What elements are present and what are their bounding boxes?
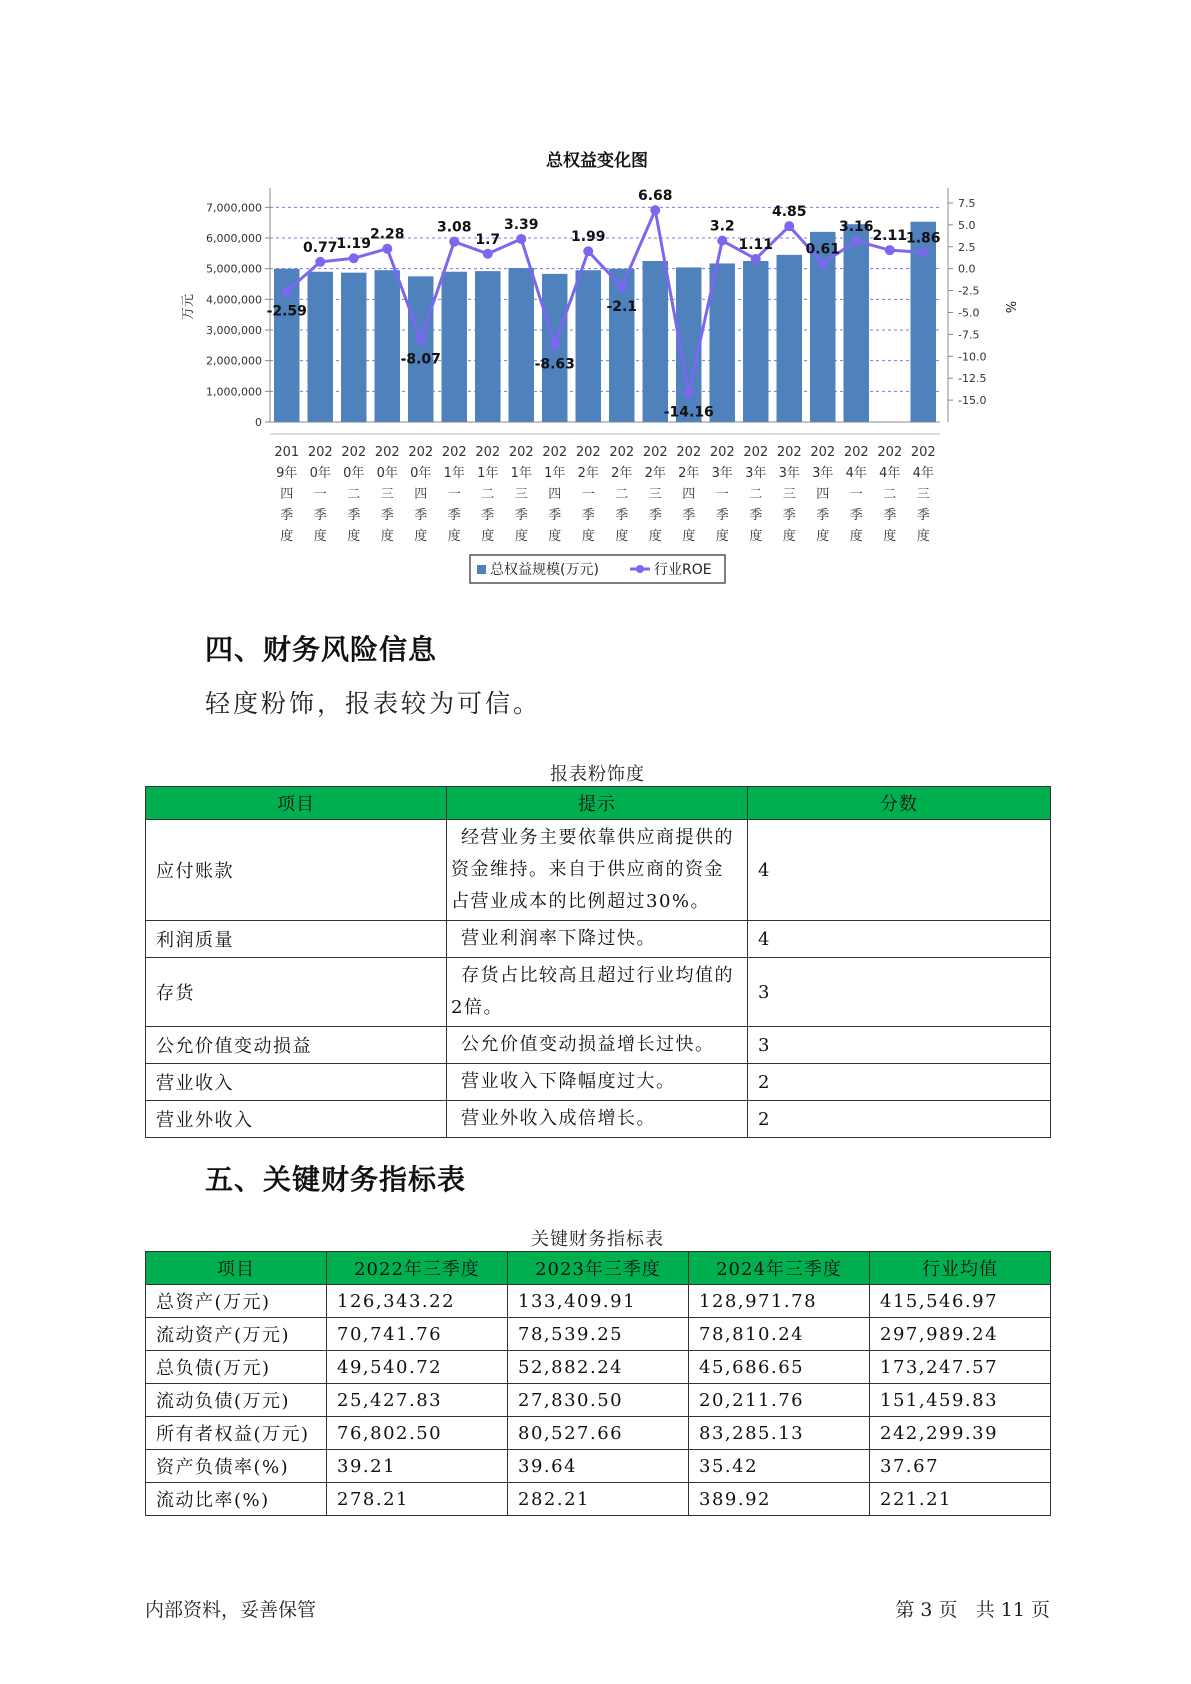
x-tick-label: 度 (615, 529, 629, 544)
bar (408, 276, 433, 422)
x-tick-label: 202 (408, 445, 434, 460)
x-tick-label: 一 (849, 487, 863, 502)
risk-score: 2 (748, 1064, 1051, 1101)
table-row (146, 820, 1051, 921)
x-tick-label: 度 (682, 529, 696, 544)
kpi-header-2022: 2022年三季度 (327, 1252, 508, 1285)
x-tick-label: 202 (843, 445, 869, 460)
x-tick-label: 三 (916, 487, 930, 502)
x-tick-label: 季 (816, 508, 830, 523)
y-tick-label: 7,000,000 (206, 201, 262, 215)
risk-hint (447, 1027, 748, 1064)
x-tick-label: 3年 (812, 466, 834, 481)
roe-data-label: 0.77 (302, 239, 338, 256)
x-tick-label: 二 (615, 487, 629, 502)
x-tick-label: 2年 (644, 466, 666, 481)
x-tick-label: 202 (542, 445, 568, 460)
bar (844, 224, 869, 422)
kpi-value: 389.92 (689, 1483, 870, 1516)
x-tick-label: 四 (548, 487, 562, 502)
x-tick-label: 一 (447, 487, 461, 502)
x-tick-label: 202 (508, 445, 534, 460)
x-tick-label: 202 (609, 445, 635, 460)
roe-data-label: -14.16 (663, 404, 714, 421)
x-tick-label: 202 (642, 445, 668, 460)
roe-point (851, 236, 861, 246)
x-tick-label: 202 (307, 445, 333, 460)
x-tick-label: 四 (816, 487, 830, 502)
y2-tick-label: -10.0 (958, 350, 987, 364)
kpi-value: 49,540.72 (327, 1351, 508, 1384)
x-tick-label: 202 (575, 445, 601, 460)
chart-title: 总权益变化图 (546, 151, 648, 171)
x-tick-label: 季 (715, 508, 729, 523)
risk-hint-text: 营业外收入成倍增长。 (461, 1108, 656, 1129)
kpi-value: 70,741.76 (327, 1318, 508, 1351)
kpi-value: 221.21 (870, 1483, 1051, 1516)
risk-table-header (146, 787, 1051, 820)
roe-point (583, 246, 593, 256)
risk-hint (447, 958, 748, 1027)
kpi-value: 133,409.91 (508, 1285, 689, 1318)
x-tick-label: 1年 (510, 466, 532, 481)
footer-total-number: 11 (1000, 1599, 1025, 1621)
roe-data-label: 3.2 (709, 218, 735, 235)
risk-hint (447, 1064, 748, 1101)
x-tick-label: 季 (916, 508, 930, 523)
risk-header-item: 项目 (146, 787, 447, 820)
x-tick-label: 度 (816, 529, 830, 544)
x-tick-label: 四 (280, 487, 294, 502)
footer-total-prefix: 共 (975, 1599, 995, 1621)
footer-pagination (895, 1595, 1050, 1622)
y2-tick-label: -12.5 (958, 372, 987, 386)
risk-hint (447, 1101, 748, 1138)
y-tick-label: 5,000,000 (206, 262, 262, 276)
x-tick-label: 3年 (711, 466, 733, 481)
kpi-item: 总资产(万元) (146, 1285, 327, 1318)
risk-summary: 轻度粉饰，报表较为可信。 (205, 689, 542, 718)
bar (576, 270, 601, 422)
risk-score: 2 (748, 1101, 1051, 1138)
y-tick-label: 4,000,000 (206, 293, 262, 307)
y2-tick-label: -15.0 (958, 394, 987, 408)
x-tick-label: 度 (883, 529, 897, 544)
x-tick-label: 9年 (276, 466, 298, 481)
roe-data-label: 1.86 (905, 230, 941, 247)
kpi-header-item: 项目 (146, 1252, 327, 1285)
risk-header-score: 分数 (748, 787, 1051, 820)
risk-hint-text: 存货占比较高且超过行业均值的2倍。 (451, 965, 734, 1018)
risk-item: 营业收入 (146, 1064, 447, 1101)
x-tick-label: 0年 (376, 466, 398, 481)
x-tick-label: 季 (749, 508, 763, 523)
risk-item: 存货 (146, 958, 447, 1027)
x-tick-label: 度 (581, 529, 595, 544)
kpi-value: 278.21 (327, 1483, 508, 1516)
bar (743, 261, 768, 422)
table-row (146, 1027, 1051, 1064)
x-tick-label: 2年 (678, 466, 700, 481)
x-tick-label: 度 (347, 529, 361, 544)
x-tick-label: 1年 (477, 466, 499, 481)
kpi-value: 52,882.24 (508, 1351, 689, 1384)
table-row (146, 1285, 1051, 1318)
kpi-value: 297,989.24 (870, 1318, 1051, 1351)
kpi-value: 25,427.83 (327, 1384, 508, 1417)
x-tick-label: 季 (514, 508, 528, 523)
roe-data-label: 0.61 (805, 241, 841, 258)
risk-hint-text: 公允价值变动损益增长过快。 (461, 1034, 715, 1055)
x-tick-label: 202 (441, 445, 467, 460)
roe-point (918, 247, 928, 257)
risk-score: 4 (748, 921, 1051, 958)
roe-point (751, 254, 761, 264)
table-row (146, 1417, 1051, 1450)
x-tick-label: 2年 (577, 466, 599, 481)
x-tick-label: 三 (380, 487, 394, 502)
risk-item: 利润质量 (146, 921, 447, 958)
kpi-header-2023: 2023年三季度 (508, 1252, 689, 1285)
x-tick-label: 202 (810, 445, 836, 460)
legend-line-marker (636, 565, 644, 573)
kpi-item: 资产负债率(%) (146, 1450, 327, 1483)
x-tick-label: 一 (715, 487, 729, 502)
risk-hint-text: 营业利润率下降过快。 (461, 928, 656, 949)
table-row (146, 1318, 1051, 1351)
y2-tick-label: 5.0 (958, 218, 976, 232)
roe-point (416, 334, 426, 344)
kpi-value: 128,971.78 (689, 1285, 870, 1318)
risk-item: 公允价值变动损益 (146, 1027, 447, 1064)
x-tick-label: 度 (481, 529, 495, 544)
x-tick-label: 季 (414, 508, 428, 523)
roe-data-label: -8.63 (534, 356, 575, 373)
roe-point (617, 282, 627, 292)
x-tick-label: 季 (313, 508, 327, 523)
x-tick-label: 1年 (443, 466, 465, 481)
kpi-header-2024: 2024年三季度 (689, 1252, 870, 1285)
table-row (146, 921, 1051, 958)
x-tick-label: 四 (414, 487, 428, 502)
x-tick-label: 度 (414, 529, 428, 544)
risk-score: 3 (748, 1027, 1051, 1064)
roe-data-label: 3.08 (436, 219, 472, 236)
bar (509, 268, 534, 422)
x-tick-label: 202 (776, 445, 802, 460)
footer-page-number: 3 (920, 1599, 933, 1621)
y2-tick-label: -2.5 (958, 284, 980, 298)
x-tick-label: 201 (274, 445, 300, 460)
footer-page-suffix: 页 (938, 1599, 958, 1621)
roe-point (449, 237, 459, 247)
x-tick-label: 三 (648, 487, 662, 502)
x-tick-label: 度 (313, 529, 327, 544)
x-tick-label: 202 (676, 445, 702, 460)
roe-point (650, 205, 660, 215)
kpi-item: 流动资产(万元) (146, 1318, 327, 1351)
x-tick-label: 度 (648, 529, 662, 544)
y-tick-label: 2,000,000 (206, 354, 262, 368)
risk-hint (447, 921, 748, 958)
y2-axis-label: % (1002, 300, 1017, 314)
x-tick-label: 一 (581, 487, 595, 502)
table-row (146, 1483, 1051, 1516)
kpi-value: 39.64 (508, 1450, 689, 1483)
roe-point (550, 339, 560, 349)
x-tick-label: 0年 (410, 466, 432, 481)
roe-data-label: 3.16 (838, 218, 874, 235)
table-row (146, 1351, 1051, 1384)
risk-hint-text: 营业收入下降幅度过大。 (461, 1071, 676, 1092)
x-tick-label: 季 (581, 508, 595, 523)
x-tick-label: 季 (447, 508, 461, 523)
x-tick-label: 0年 (309, 466, 331, 481)
risk-table-caption: 报表粉饰度 (550, 764, 645, 785)
kpi-table (145, 1251, 1051, 1516)
x-tick-label: 202 (743, 445, 769, 460)
table-row (146, 1384, 1051, 1417)
kpi-value: 78,810.24 (689, 1318, 870, 1351)
roe-data-label: 2.11 (872, 228, 908, 245)
x-tick-label: 二 (347, 487, 361, 502)
x-tick-label: 202 (475, 445, 501, 460)
risk-score: 3 (748, 958, 1051, 1027)
kpi-value: 80,527.66 (508, 1417, 689, 1450)
risk-item: 应付账款 (146, 820, 447, 921)
roe-data-label: 2.28 (369, 226, 405, 243)
x-tick-label: 4年 (912, 466, 934, 481)
x-tick-label: 度 (447, 529, 461, 544)
x-tick-label: 二 (481, 487, 495, 502)
kpi-value: 415,546.97 (870, 1285, 1051, 1318)
section5-heading: 五、关键财务指标表 (205, 1163, 467, 1196)
roe-point (885, 245, 895, 255)
kpi-header-industry: 行业均值 (870, 1252, 1051, 1285)
roe-data-label: 1.7 (475, 231, 501, 248)
roe-point (717, 236, 727, 246)
kpi-value: 282.21 (508, 1483, 689, 1516)
table-row (146, 1450, 1051, 1483)
footer-total-suffix: 页 (1030, 1599, 1050, 1621)
x-tick-label: 二 (749, 487, 763, 502)
risk-table (145, 786, 1051, 1138)
x-tick-label: 度 (548, 529, 562, 544)
roe-data-label: -2.1 (606, 299, 638, 316)
x-tick-label: 4年 (845, 466, 867, 481)
roe-point (818, 258, 828, 268)
x-tick-label: 季 (347, 508, 361, 523)
x-tick-label: 季 (280, 508, 294, 523)
roe-point (349, 253, 359, 263)
roe-point (516, 234, 526, 244)
roe-data-label: 6.68 (637, 188, 673, 205)
kpi-table-caption: 关键财务指标表 (531, 1229, 664, 1250)
x-tick-label: 季 (615, 508, 629, 523)
x-tick-label: 3年 (745, 466, 767, 481)
risk-header-hint: 提示 (447, 787, 748, 820)
kpi-item: 所有者权益(万元) (146, 1417, 327, 1450)
x-tick-label: 度 (514, 529, 528, 544)
y2-tick-label: 0.0 (958, 262, 976, 276)
equity-chart (0, 0, 1191, 600)
x-tick-label: 季 (782, 508, 796, 523)
kpi-item: 总负债(万元) (146, 1351, 327, 1384)
y-tick-label: 3,000,000 (206, 324, 262, 337)
x-tick-label: 一 (313, 487, 327, 502)
y-tick-label: 6,000,000 (206, 232, 262, 245)
kpi-value: 83,285.13 (689, 1417, 870, 1450)
kpi-value: 37.67 (870, 1450, 1051, 1483)
kpi-value: 20,211.76 (689, 1384, 870, 1417)
risk-score: 4 (748, 820, 1051, 921)
roe-data-label: 1.99 (570, 229, 606, 246)
x-tick-label: 季 (883, 508, 897, 523)
x-tick-label: 202 (910, 445, 936, 460)
risk-hint (447, 820, 748, 921)
x-tick-label: 1年 (544, 466, 566, 481)
roe-point (784, 221, 794, 231)
y-tick-label: 1,000,000 (206, 385, 262, 399)
bar (375, 270, 400, 422)
x-tick-label: 202 (341, 445, 367, 460)
x-tick-label: 三 (514, 487, 528, 502)
kpi-value: 39.21 (327, 1450, 508, 1483)
kpi-value: 78,539.25 (508, 1318, 689, 1351)
x-tick-label: 季 (548, 508, 562, 523)
roe-point (382, 244, 392, 254)
y-axis-label: 万元 (181, 293, 196, 321)
risk-hint-text: 经营业务主要依靠供应商提供的资金维持。来自于供应商的资金占营业成本的比例超过30%。 (451, 827, 734, 912)
x-tick-label: 4年 (879, 466, 901, 481)
kpi-value: 35.42 (689, 1450, 870, 1483)
x-tick-label: 季 (481, 508, 495, 523)
bar (341, 273, 366, 422)
x-tick-label: 0年 (343, 466, 365, 481)
bar (643, 261, 668, 422)
y2-tick-label: -5.0 (958, 306, 980, 320)
x-tick-label: 202 (709, 445, 735, 460)
x-tick-label: 2年 (611, 466, 633, 481)
x-tick-label: 度 (280, 529, 294, 544)
roe-data-label: 3.39 (503, 216, 539, 233)
kpi-table-header (146, 1252, 1051, 1285)
roe-point (315, 257, 325, 267)
y2-tick-label: 2.5 (958, 240, 976, 254)
roe-point (282, 286, 292, 296)
bar (475, 271, 500, 422)
kpi-value: 151,459.83 (870, 1384, 1051, 1417)
roe-point (483, 249, 493, 259)
bar (308, 272, 333, 422)
roe-data-label: -2.59 (266, 303, 307, 320)
risk-item: 营业外收入 (146, 1101, 447, 1138)
x-tick-label: 度 (749, 529, 763, 544)
kpi-value: 126,343.22 (327, 1285, 508, 1318)
kpi-item: 流动负债(万元) (146, 1384, 327, 1417)
x-tick-label: 季 (682, 508, 696, 523)
roe-data-label: 1.11 (738, 236, 774, 253)
x-tick-label: 三 (782, 487, 796, 502)
roe-data-label: 4.85 (771, 204, 807, 221)
x-tick-label: 202 (877, 445, 903, 460)
bar (442, 272, 467, 422)
footer-page-prefix: 第 (895, 1599, 915, 1621)
y-tick-label: 0 (255, 416, 262, 429)
x-tick-label: 度 (849, 529, 863, 544)
legend-bar-label: 总权益规模(万元) (490, 562, 599, 578)
footer-confidential: 内部资料，妥善保管 (145, 1599, 317, 1621)
legend-line-label: 行业ROE (654, 562, 712, 578)
section4-heading: 四、财务风险信息 (205, 633, 438, 666)
x-tick-label: 202 (374, 445, 400, 460)
x-tick-label: 季 (648, 508, 662, 523)
x-tick-label: 度 (782, 529, 796, 544)
roe-point (684, 388, 694, 398)
roe-data-label: -8.07 (400, 351, 441, 368)
equity-chart-svg (0, 0, 1191, 600)
kpi-value: 173,247.57 (870, 1351, 1051, 1384)
roe-data-label: 1.19 (336, 236, 372, 253)
y2-tick-label: -7.5 (958, 328, 980, 342)
kpi-item: 流动比率(%) (146, 1483, 327, 1516)
bar (777, 255, 802, 422)
x-tick-label: 季 (849, 508, 863, 523)
y2-tick-label: 7.5 (958, 196, 976, 210)
table-row (146, 958, 1051, 1027)
table-row (146, 1064, 1051, 1101)
legend-bar-swatch (477, 565, 486, 574)
kpi-value: 76,802.50 (327, 1417, 508, 1450)
x-tick-label: 度 (380, 529, 394, 544)
x-tick-label: 二 (883, 487, 897, 502)
table-row (146, 1101, 1051, 1138)
x-tick-label: 度 (715, 529, 729, 544)
kpi-value: 45,686.65 (689, 1351, 870, 1384)
x-tick-label: 3年 (778, 466, 800, 481)
x-tick-label: 季 (380, 508, 394, 523)
x-tick-label: 度 (916, 529, 930, 544)
x-tick-label: 四 (682, 487, 696, 502)
kpi-value: 242,299.39 (870, 1417, 1051, 1450)
kpi-value: 27,830.50 (508, 1384, 689, 1417)
